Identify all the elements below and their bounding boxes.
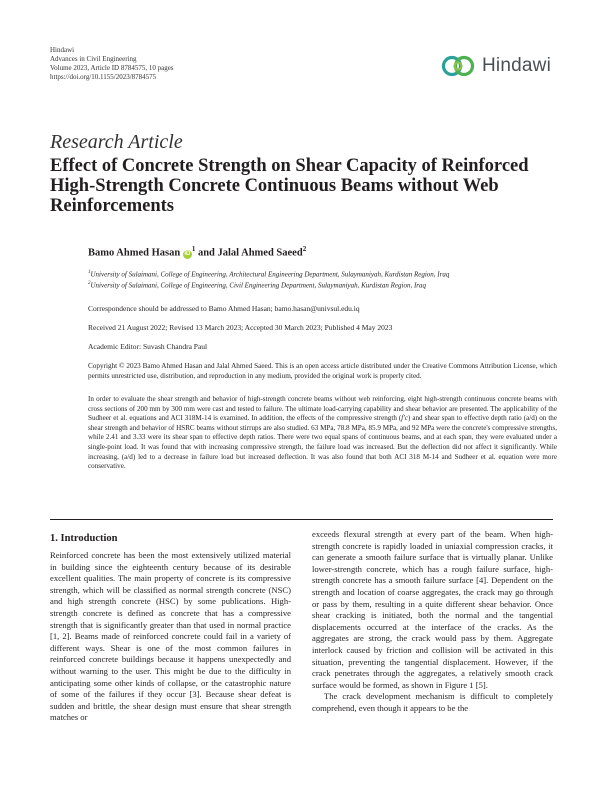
academic-editor: Academic Editor: Suvash Chandra Paul <box>88 342 208 351</box>
article-type: Research Article <box>50 131 183 153</box>
body-column-left <box>50 550 291 724</box>
section-heading: 1. Introduction <box>50 533 118 544</box>
body-paragraph: exceeds flexural strength at every part of the beam. When high-strength concrete is rapidly loaded in uniaxial compression cracks, it can generate a smooth failure surface that is virtually planar. Unlike lower-strength concrete, which has a rough failure surface, high-strength concrete has a smooth failure surface [4]. Dependent on the strength and location of coarse aggregates, the crack may go through or pass by them, resulting in a quite different shear behavior. Once shear cracking is initiated, both the normal and the tangential displacements occurred at the interface of the cracks. As the aggregates are strong, the crack would pass by them. Aggregate interlock caused by friction and collision will be activated in this situation, preventing the tangential displacement. However, if the crack penetrates through the aggregates, a relatively smooth crack surface would be formed, as shown in Figure 1 [5]. <box>312 529 553 690</box>
doi-link[interactable]: https://doi.org/10.1155/2023/8784575 <box>50 73 157 81</box>
affiliation <box>88 279 558 291</box>
author-affil-sup: 1 <box>191 245 196 253</box>
compressive-strength-symbol: f′c <box>401 414 408 423</box>
body-paragraph: The crack development mechanism is difficult to completely comprehend, even though it appears to be the <box>312 691 553 713</box>
author-name[interactable]: Bamo Ahmed Hasan <box>88 247 181 259</box>
affiliation-sup: 2 <box>88 281 91 286</box>
affiliation-text: University of Sulaimani, College of Engineering, Civil Engineering Department, Sulaymaniyah, Kurdistan Region, Iraq <box>90 281 427 290</box>
author-affil-sup: 2 <box>302 245 307 253</box>
volume-info: Volume 2023, Article ID 8784575, 10 pages <box>50 64 174 72</box>
publisher-name: Hindawi <box>50 46 75 54</box>
affiliation-sup: 1 <box>88 270 91 275</box>
abstract-part: In order to evaluate the shear strength and behavior of high-strength concrete beams without web reinforcing, eight high-strength continuous concrete beams with cross sections of 200 mm by 300 mm were cast and tested to failure. The ultimate load-carrying capability and shear behavior are presented. The applicability of the Sudheer et al. equations and ACI 318M-14 is examined. In addition, the effects of the compressive strength ( <box>88 395 557 423</box>
author-name[interactable]: Jalal Ahmed Saeed <box>217 247 303 259</box>
author-list <box>88 245 306 259</box>
abstract-part: ) and shear span to effective depth ratio (a/d) on the shear strength and behavior of HSRC beams without stirrups are also studied. 63 MPa, 78.8 MPa, 85.9 MPa, and 92 MPa were the concrete's compressive strengths, while 2.41 and 3.33 were its shear span to effective depth ratios. There were two equal spans of continuous beams, and at each span, they were evaluated under a single-point load. It was found that with increasing compressive strength, the failure load was increased. But the deflection did not affect it significantly. While increasing, (a/d) led to a decrease in failure load but increased deflection. It was also found that both ACI 318 M-14 and Sudheer et al. equation were more conservative. <box>88 414 557 471</box>
correspondence: Correspondence should be addressed to Bamo Ahmed Hasan; bamo.hasan@univsul.edu.iq <box>88 304 360 313</box>
body-column-right <box>312 529 553 715</box>
body-paragraph: Reinforced concrete has been the most extensively utilized material in building since the eighteenth century because of its desirable excellent qualities. The main property of concrete is its compressive strength, which will be classified as normal strength concrete (NSC) and high strength concrete (HSC) by some publications. High-strength concrete is defined as concrete that has a compressive strength that is significantly greater than that used in normal practice [1, 2]. Beams made of reinforced concrete could fail in a variety of different ways. Shear is one of the most common failures in reinforced concrete buildings because it happens unexpectedly and without warning to the user. This might be due to the difficulty in anticipating some other kinds of collapse, or the catastrophic nature of some of the failures if they occur [3]. Because shear defeat is sudden and brittle, the shear design must ensure that shear strength matches or <box>50 550 291 723</box>
abstract <box>88 395 557 472</box>
hindawi-logo-text: Hindawi <box>482 55 551 76</box>
article-dates: Received 21 August 2022; Revised 13 March 2023; Accepted 30 March 2023; Published 4 May 2023 <box>88 323 393 332</box>
journal-name: Advances in Civil Engineering <box>50 55 137 63</box>
orcid-icon[interactable]: iD <box>184 250 191 257</box>
affiliation-text: University of Sulaimani, College of Engineering, Architectural Engineering Department, Sulaymaniyah, Kurdistan Region, Iraq <box>90 270 450 279</box>
journal-header <box>50 46 174 82</box>
copyright-notice: Copyright © 2023 Bamo Ahmed Hasan and Jalal Ahmed Saeed. This is an open access article distributed under the Creative Commons Attribution License, which permits unrestricted use, distribution, and reproduction in any medium, provided the original work is properly cited. <box>88 362 557 380</box>
author-joiner: and <box>195 247 218 259</box>
section-divider <box>50 519 553 520</box>
article-title: Effect of Concrete Strength on Shear Capacity of Reinforced High-Strength Concrete Continuous Beams without Web Reinforcements <box>50 156 529 216</box>
